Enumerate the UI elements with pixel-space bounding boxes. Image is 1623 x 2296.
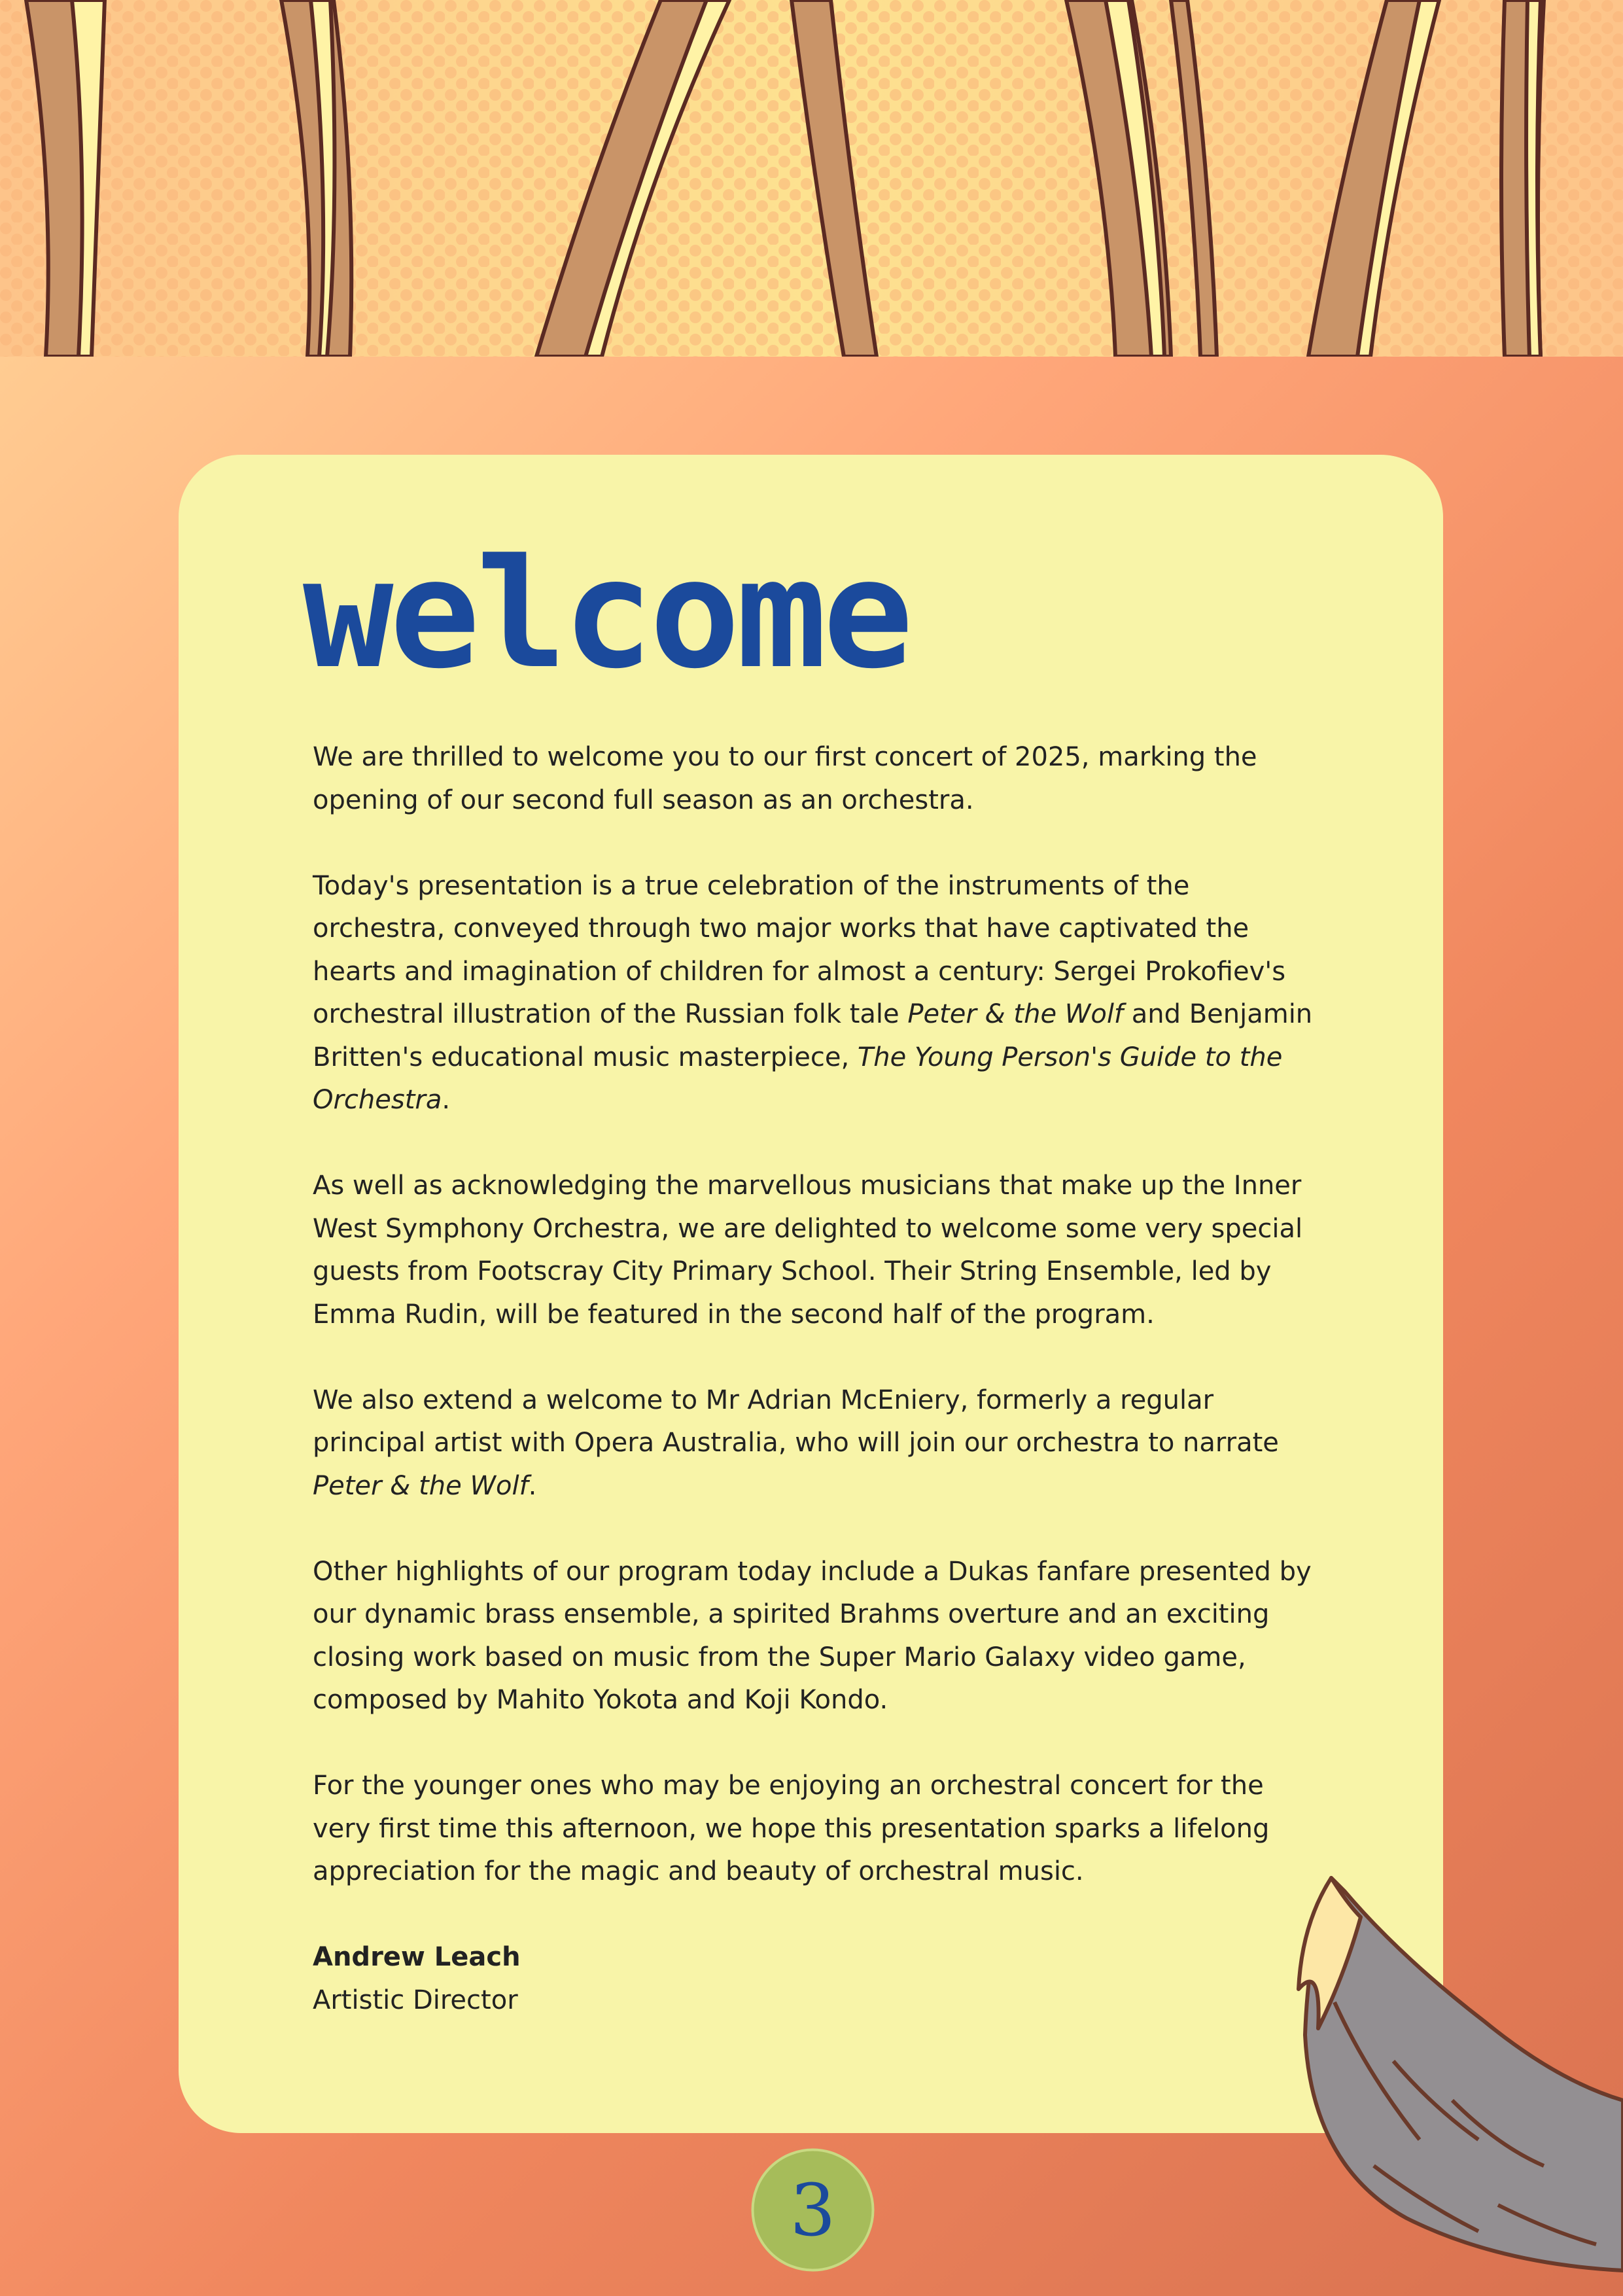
paragraph-5: Other highlights of our program today include a Dukas fanfare presented by our dynamic brass ensemble, a spirited Brahms overture and an exciting closing work based on music from the Super Mario Galaxy video game, composed by Mahito Yokota and Koji Kondo. — [313, 1556, 1312, 1715]
paragraph-3: As well as acknowledging the marvellous musicians that make up the Inner West Symphony Orchestra, we are delighted to welcome some very special guests from Footscray City Primary School. Their String Ensemble, led by Emma Rudin, will be featured in the second half of the program. — [313, 1171, 1303, 1330]
welcome-letter-body — [313, 736, 1320, 2022]
work-title-peter-and-the-wolf: Peter & the Wolf — [907, 999, 1124, 1029]
page-number: 3 — [790, 2168, 836, 2252]
welcome-card — [179, 455, 1443, 2133]
signer-role: Artistic Director — [313, 1985, 518, 2015]
paragraph-4: We also extend a welcome to Mr Adrian McEniery, formerly a regular principal artist with Opera Australia, who will join our orchestra to narrate Peter & the Wolf. — [313, 1385, 1279, 1501]
paragraph-6: For the younger ones who may be enjoying an orchestral concert for the very first time this afternoon, we hope this presentation sparks a lifelong appreciation for the magic and beauty of orchestral music. — [313, 1771, 1270, 1886]
signature-block — [313, 1936, 1320, 2022]
paragraph-1: We are thrilled to welcome you to our first concert of 2025, marking the opening of our second full season as an orchestra. — [313, 742, 1257, 815]
tree-trunks-banner — [0, 0, 1623, 357]
work-title-young-persons-guide: The Young Person's Guide to the Orchestra — [313, 1042, 1283, 1115]
work-title-peter-and-the-wolf: Peter & the Wolf — [313, 1470, 529, 1501]
page-title: welcome — [303, 527, 910, 702]
page-number-badge — [749, 2146, 877, 2274]
paragraph-2: Today's presentation is a true celebration of the instruments of the orchestra, conveyed through two major works that have captivated the hearts and imagination of children for almost a century: Sergei Prokofiev's orchestral illustration of the Russian folk tale Peter & the Wolf and Benjamin Britten's educational music masterpiece, The Young Person's Guide to the Orchestra. — [313, 870, 1313, 1115]
wolf-tail-illustration — [1282, 1865, 1623, 2296]
tree-trunks-illustration — [0, 0, 1623, 357]
signer-name: Andrew Leach — [313, 1942, 521, 1972]
